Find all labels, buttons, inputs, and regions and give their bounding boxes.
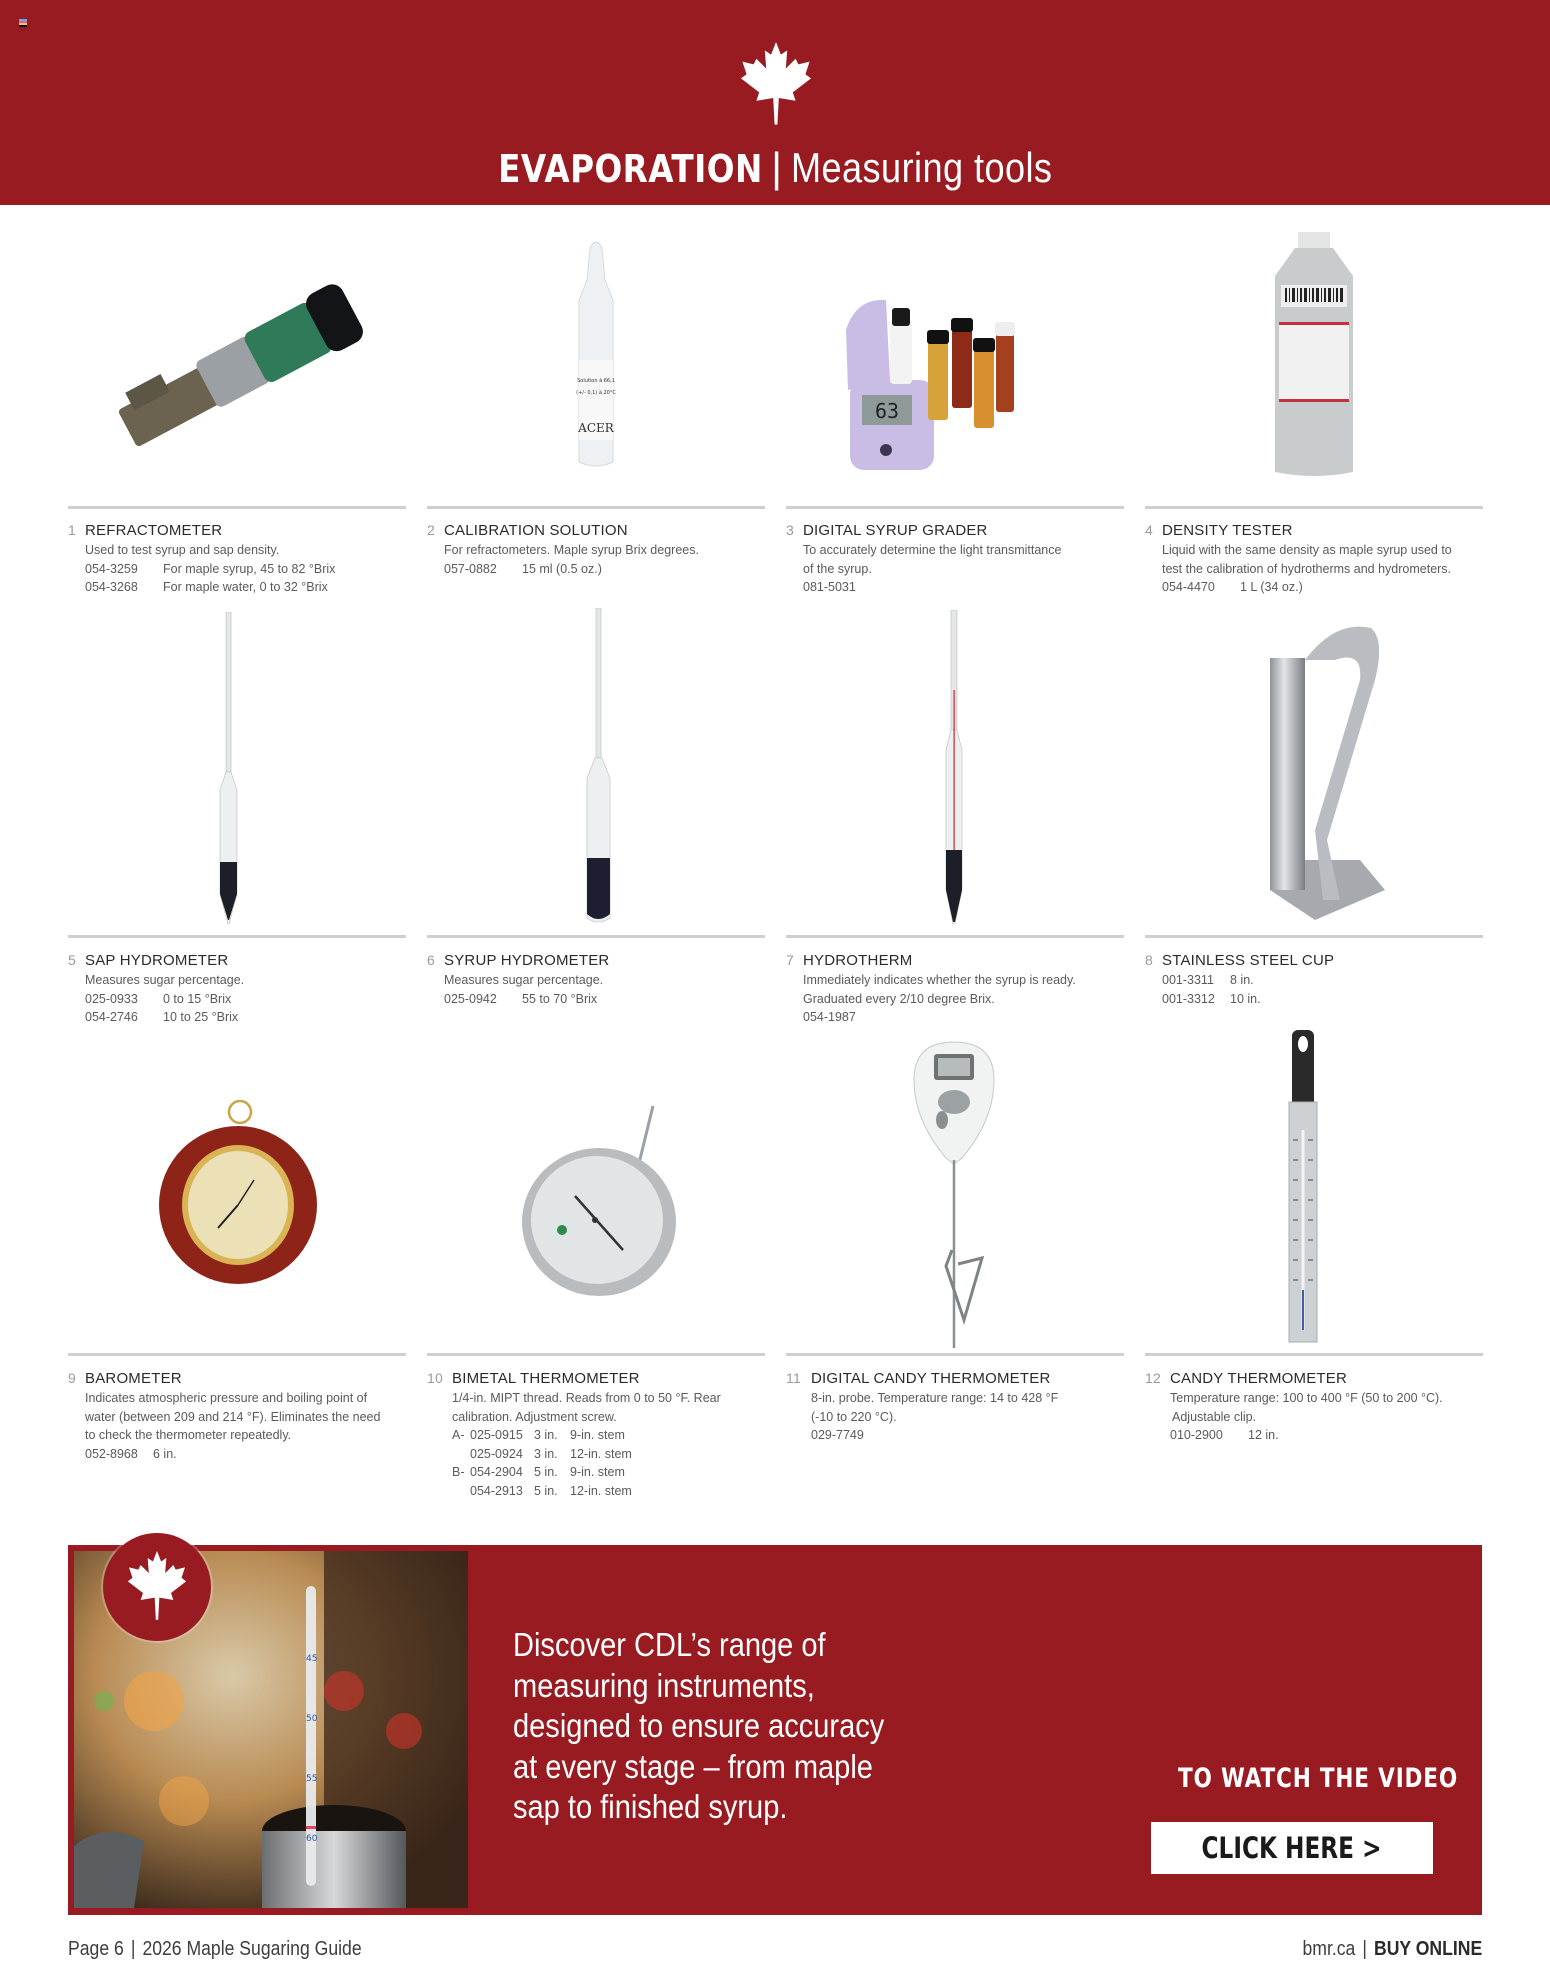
product-name: CALIBRATION SOLUTION <box>444 522 628 539</box>
hydrotherm-image <box>786 610 1124 924</box>
density-tester-image <box>1145 230 1483 480</box>
sku-row <box>452 1426 765 1445</box>
sku-code: 081-5031 <box>803 580 856 594</box>
sku-detail: 55 to 70 °Brix <box>522 991 598 1006</box>
sku-size: 5 in. <box>534 1483 558 1498</box>
divider <box>1145 1353 1483 1356</box>
sku-row <box>85 1008 406 1027</box>
sku-row <box>85 578 406 597</box>
syrup-hydrometer-image <box>427 608 765 924</box>
sku-code: 029-7749 <box>811 1428 864 1442</box>
sku-code: 057-0882 <box>444 561 497 576</box>
sku-code: 025-0933 <box>85 991 138 1006</box>
candy-thermometer-image <box>1145 1030 1483 1350</box>
divider <box>1145 935 1483 938</box>
product-name: BIMETAL THERMOMETER <box>452 1370 640 1387</box>
sku-code: 010-2900 <box>1170 1428 1223 1442</box>
sku-detail: 1 L (34 oz.) <box>1240 580 1303 594</box>
sku-code: 052-8968 <box>85 1446 138 1461</box>
sku-code: 054-1987 <box>803 1010 856 1024</box>
print-registration-mark <box>19 19 27 27</box>
svg-text:Solution à 66,1: Solution à 66,1 <box>577 378 615 384</box>
divider <box>427 1353 765 1356</box>
sku-row <box>1162 971 1483 990</box>
product-description: calibration. Adjustment screw. <box>452 1409 617 1424</box>
digital-candy-thermometer-image <box>786 1040 1124 1350</box>
scale-label: 55 <box>306 1774 318 1784</box>
sku-row <box>811 1426 1124 1445</box>
sku-row <box>1162 990 1483 1009</box>
product-description: Liquid with the same density as maple syrup used to <box>1162 543 1452 557</box>
sku-size: 3 in. <box>534 1428 558 1442</box>
sku-detail: 8 in. <box>1230 973 1254 987</box>
product-description: to check the thermometer repeatedly. <box>85 1428 292 1442</box>
sku-row <box>452 1463 765 1482</box>
product-name: DIGITAL SYRUP GRADER <box>803 522 988 539</box>
product-number: 6 <box>427 952 435 968</box>
sku-detail: 10 to 25 °Brix <box>163 1010 239 1024</box>
watch-video-label: TO WATCH THE VIDEO <box>1178 1763 1458 1794</box>
divider <box>427 935 765 938</box>
product-description: 8-in. probe. Temperature range: 14 to 428 °F <box>811 1391 1059 1405</box>
grader-display-value: 63 <box>874 399 900 423</box>
section-title: EVAPORATION <box>498 147 764 191</box>
cta-description <box>513 1625 900 1828</box>
product-description: test the calibration of hydrotherms and hydrometers. <box>1162 561 1452 576</box>
sku-code: 001-3312 <box>1162 991 1215 1006</box>
page-number: Page 6 <box>68 1938 124 1960</box>
refractometer-image <box>68 230 406 480</box>
sku-row <box>803 1008 1124 1027</box>
sku-row <box>444 990 765 1009</box>
sku-code: 025-0915 <box>470 1428 523 1442</box>
product-name: HYDROTHERM <box>803 952 913 969</box>
svg-text:(+/- 0,1) à 20°C: (+/- 0,1) à 20°C <box>576 390 616 396</box>
sku-code: 025-0924 <box>470 1446 523 1461</box>
divider <box>68 506 406 509</box>
cta-text-line: Discover CDL’s range of <box>513 1626 826 1663</box>
product-description: water (between 209 and 214 °F). Eliminates the need <box>85 1409 381 1424</box>
sku-code: 025-0942 <box>444 991 497 1006</box>
section-subtitle: Measuring tools <box>790 144 1053 191</box>
scale-label: 60 <box>306 1834 318 1844</box>
product-description: Graduated every 2/10 degree Brix. <box>803 991 995 1006</box>
click-here-label: CLICK HERE > <box>1201 1831 1383 1865</box>
sku-detail: For maple water, 0 to 32 °Brix <box>163 580 328 594</box>
variant-prefix: B- <box>452 1465 465 1479</box>
product-name: DIGITAL CANDY THERMOMETER <box>811 1370 1051 1387</box>
product-number: 7 <box>786 952 794 968</box>
sku-detail: 0 to 15 °Brix <box>163 991 232 1006</box>
sku-detail: 9-in. stem <box>570 1465 625 1479</box>
product-number: 9 <box>68 1370 76 1386</box>
sku-row <box>452 1482 765 1501</box>
sku-row <box>452 1445 765 1464</box>
product-number: 8 <box>1145 952 1153 968</box>
product-number: 2 <box>427 522 435 538</box>
product-description: Adjustable clip. <box>1172 1409 1257 1424</box>
scale-label: 45 <box>306 1654 318 1664</box>
sku-code: 054-4470 <box>1162 580 1215 594</box>
sku-detail: 12 in. <box>1248 1428 1279 1442</box>
page-title <box>0 138 1550 199</box>
product-number: 12 <box>1145 1370 1161 1386</box>
footer-page-info <box>68 1938 362 1961</box>
cta-text-line: measuring instruments, <box>513 1666 815 1704</box>
bimetal-thermometer-image <box>427 1100 765 1340</box>
maple-leaf-badge <box>103 1533 211 1641</box>
sku-detail: 6 in. <box>153 1446 177 1461</box>
divider <box>427 506 765 509</box>
sku-detail: 12-in. stem <box>570 1446 632 1461</box>
click-here-button[interactable] <box>1151 1822 1433 1874</box>
product-description: Measures sugar percentage. <box>85 973 245 987</box>
sku-code: 054-3268 <box>85 580 138 594</box>
product-description: Measures sugar percentage. <box>444 973 604 987</box>
variant-prefix: A- <box>452 1428 465 1442</box>
maple-leaf-icon <box>740 42 812 126</box>
divider <box>68 1353 406 1356</box>
buy-online-link[interactable]: BUY ONLINE <box>1373 1938 1482 1960</box>
sap-hydrometer-image <box>68 612 406 924</box>
sku-row <box>1162 578 1483 597</box>
product-number: 1 <box>68 522 76 538</box>
product-description: Indicates atmospheric pressure and boiling point of <box>85 1391 368 1405</box>
product-description: (-10 to 220 °C). <box>811 1409 897 1424</box>
product-description: To accurately determine the light transmittance <box>803 543 1062 557</box>
sku-code: 054-2904 <box>470 1465 523 1479</box>
sku-row <box>85 990 406 1009</box>
product-description: 1/4-in. MIPT thread. Reads from 0 to 50 °F. Rear <box>452 1391 721 1405</box>
sku-detail: 12-in. stem <box>570 1483 632 1498</box>
divider <box>68 935 406 938</box>
product-name: SYRUP HYDROMETER <box>444 952 610 969</box>
scale-label: 50 <box>306 1714 318 1724</box>
sku-row <box>85 560 406 579</box>
product-number: 4 <box>1145 522 1153 538</box>
product-number: 3 <box>786 522 794 538</box>
divider <box>786 506 1124 509</box>
product-description: Temperature range: 100 to 400 °F (50 to 200 °C). <box>1170 1391 1443 1405</box>
sku-code: 054-2913 <box>470 1483 523 1498</box>
sku-code: 054-2746 <box>85 1010 138 1024</box>
sku-detail: 15 ml (0.5 oz.) <box>522 561 602 576</box>
cta-text-line: sap to finished syrup. <box>513 1788 788 1825</box>
sku-detail: For maple syrup, 45 to 82 °Brix <box>163 561 336 576</box>
title-separator: | <box>771 144 783 191</box>
guide-title: 2026 Maple Sugaring Guide <box>142 1938 362 1960</box>
product-description: For refractometers. Maple syrup Brix degrees. <box>444 543 699 557</box>
calibration-solution-image <box>427 230 765 480</box>
product-number: 5 <box>68 952 76 968</box>
sku-row <box>444 560 765 579</box>
product-number: 10 <box>427 1370 443 1386</box>
sku-detail: 9-in. stem <box>570 1428 625 1442</box>
sku-row <box>803 578 1124 597</box>
divider <box>786 935 1124 938</box>
product-name: SAP HYDROMETER <box>85 952 229 969</box>
sku-code: 054-3259 <box>85 561 138 576</box>
divider <box>786 1353 1124 1356</box>
sku-code: 001-3311 <box>1162 973 1214 987</box>
product-number: 11 <box>786 1370 801 1386</box>
cta-text-line: designed to ensure accuracy <box>513 1707 885 1744</box>
sku-size: 3 in. <box>534 1446 558 1461</box>
sku-detail: 10 in. <box>1230 991 1261 1006</box>
product-name: DENSITY TESTER <box>1162 522 1293 539</box>
footer-separator: | <box>1362 1938 1367 1960</box>
cta-text-line: at every stage – from maple <box>513 1747 873 1785</box>
product-description: Used to test syrup and sap density. <box>85 543 280 557</box>
acer-label: ACER <box>578 421 614 435</box>
sku-row <box>85 1445 406 1464</box>
barometer-image <box>68 1100 406 1340</box>
stainless-steel-cup-image <box>1145 620 1483 924</box>
footer-separator: | <box>130 1938 136 1960</box>
digital-syrup-grader-image <box>786 230 1124 480</box>
maple-leaf-icon <box>127 1551 187 1621</box>
product-name: CANDY THERMOMETER <box>1170 1370 1348 1387</box>
product-description: Immediately indicates whether the syrup is ready. <box>803 973 1076 987</box>
product-name: BAROMETER <box>85 1370 182 1387</box>
page-header <box>0 0 1550 205</box>
sku-size: 5 in. <box>534 1465 558 1479</box>
sku-row <box>1170 1426 1483 1445</box>
divider <box>1145 506 1483 509</box>
product-name: REFRACTOMETER <box>85 522 223 539</box>
footer-links <box>1302 1938 1482 1961</box>
website-link[interactable]: bmr.ca <box>1302 1938 1356 1960</box>
product-name: STAINLESS STEEL CUP <box>1162 952 1335 969</box>
product-description: of the syrup. <box>803 561 872 576</box>
video-cta-banner <box>68 1545 1482 1915</box>
